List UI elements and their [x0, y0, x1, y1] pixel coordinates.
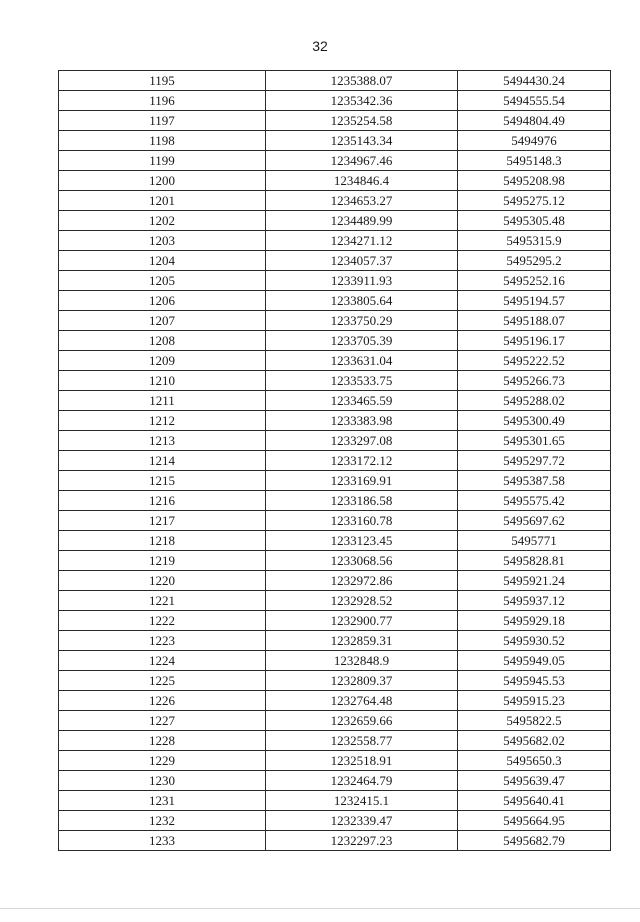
- point-number-cell: 1212: [59, 411, 266, 431]
- x-coordinate-cell: 1233750.29: [266, 311, 458, 331]
- coordinates-table-body: [59, 71, 611, 851]
- table-row: [59, 171, 611, 191]
- x-coordinate-cell: 1233123.45: [266, 531, 458, 551]
- y-coordinate-cell: 5495930.52: [458, 631, 611, 651]
- table-row: [59, 91, 611, 111]
- x-coordinate-cell: 1232297.23: [266, 831, 458, 851]
- table-row: [59, 631, 611, 651]
- x-coordinate-cell: 1234489.99: [266, 211, 458, 231]
- table-row: [59, 571, 611, 591]
- y-coordinate-cell: 5495937.12: [458, 591, 611, 611]
- table-row: [59, 591, 611, 611]
- point-number-cell: 1216: [59, 491, 266, 511]
- x-coordinate-cell: 1232809.37: [266, 671, 458, 691]
- x-coordinate-cell: 1233169.91: [266, 471, 458, 491]
- point-number-cell: 1197: [59, 111, 266, 131]
- point-number-cell: 1220: [59, 571, 266, 591]
- table-row: [59, 751, 611, 771]
- y-coordinate-cell: 5495697.62: [458, 511, 611, 531]
- point-number-cell: 1219: [59, 551, 266, 571]
- table-row: [59, 811, 611, 831]
- y-coordinate-cell: 5495196.17: [458, 331, 611, 351]
- table-row: [59, 371, 611, 391]
- table-row: [59, 331, 611, 351]
- x-coordinate-cell: 1233172.12: [266, 451, 458, 471]
- table-row: [59, 731, 611, 751]
- table-row: [59, 311, 611, 331]
- table-row: [59, 711, 611, 731]
- point-number-cell: 1233: [59, 831, 266, 851]
- table-row: [59, 71, 611, 91]
- x-coordinate-cell: 1233297.08: [266, 431, 458, 451]
- table-row: [59, 391, 611, 411]
- x-coordinate-cell: 1232558.77: [266, 731, 458, 751]
- y-coordinate-cell: 5495639.47: [458, 771, 611, 791]
- y-coordinate-cell: 5495949.05: [458, 651, 611, 671]
- point-number-cell: 1221: [59, 591, 266, 611]
- y-coordinate-cell: 5494555.54: [458, 91, 611, 111]
- y-coordinate-cell: 5495275.12: [458, 191, 611, 211]
- point-number-cell: 1215: [59, 471, 266, 491]
- y-coordinate-cell: 5495300.49: [458, 411, 611, 431]
- point-number-cell: 1225: [59, 671, 266, 691]
- table-row: [59, 551, 611, 571]
- x-coordinate-cell: 1232928.52: [266, 591, 458, 611]
- y-coordinate-cell: 5495315.9: [458, 231, 611, 251]
- y-coordinate-cell: 5495945.53: [458, 671, 611, 691]
- x-coordinate-cell: 1235342.36: [266, 91, 458, 111]
- table-row: [59, 531, 611, 551]
- y-coordinate-cell: 5495664.95: [458, 811, 611, 831]
- y-coordinate-cell: 5495266.73: [458, 371, 611, 391]
- point-number-cell: 1203: [59, 231, 266, 251]
- x-coordinate-cell: 1233160.78: [266, 511, 458, 531]
- point-number-cell: 1226: [59, 691, 266, 711]
- x-coordinate-cell: 1232900.77: [266, 611, 458, 631]
- table-row: [59, 671, 611, 691]
- y-coordinate-cell: 5495222.52: [458, 351, 611, 371]
- x-coordinate-cell: 1233705.39: [266, 331, 458, 351]
- x-coordinate-cell: 1235388.07: [266, 71, 458, 91]
- point-number-cell: 1201: [59, 191, 266, 211]
- x-coordinate-cell: 1232518.91: [266, 751, 458, 771]
- y-coordinate-cell: 5495771: [458, 531, 611, 551]
- page-bottom-rule: [0, 908, 640, 909]
- table-row: [59, 451, 611, 471]
- x-coordinate-cell: 1232464.79: [266, 771, 458, 791]
- table-row: [59, 131, 611, 151]
- point-number-cell: 1205: [59, 271, 266, 291]
- point-number-cell: 1196: [59, 91, 266, 111]
- y-coordinate-cell: 5495305.48: [458, 211, 611, 231]
- y-coordinate-cell: 5495295.2: [458, 251, 611, 271]
- y-coordinate-cell: 5495387.58: [458, 471, 611, 491]
- y-coordinate-cell: 5495297.72: [458, 451, 611, 471]
- x-coordinate-cell: 1233383.98: [266, 411, 458, 431]
- x-coordinate-cell: 1233068.56: [266, 551, 458, 571]
- point-number-cell: 1230: [59, 771, 266, 791]
- y-coordinate-cell: 5495575.42: [458, 491, 611, 511]
- table-row: [59, 431, 611, 451]
- y-coordinate-cell: 5495650.3: [458, 751, 611, 771]
- x-coordinate-cell: 1233533.75: [266, 371, 458, 391]
- point-number-cell: 1224: [59, 651, 266, 671]
- table-row: [59, 831, 611, 851]
- table-row: [59, 411, 611, 431]
- point-number-cell: 1208: [59, 331, 266, 351]
- point-number-cell: 1200: [59, 171, 266, 191]
- page-number: 32: [312, 38, 328, 54]
- point-number-cell: 1202: [59, 211, 266, 231]
- x-coordinate-cell: 1233631.04: [266, 351, 458, 371]
- point-number-cell: 1213: [59, 431, 266, 451]
- point-number-cell: 1195: [59, 71, 266, 91]
- table-row: [59, 111, 611, 131]
- table-row: [59, 511, 611, 531]
- x-coordinate-cell: 1232764.48: [266, 691, 458, 711]
- y-coordinate-cell: 5495148.3: [458, 151, 611, 171]
- y-coordinate-cell: 5495640.41: [458, 791, 611, 811]
- table-row: [59, 771, 611, 791]
- x-coordinate-cell: 1232339.47: [266, 811, 458, 831]
- table-row: [59, 791, 611, 811]
- point-number-cell: 1229: [59, 751, 266, 771]
- y-coordinate-cell: 5495194.57: [458, 291, 611, 311]
- point-number-cell: 1218: [59, 531, 266, 551]
- y-coordinate-cell: 5495822.5: [458, 711, 611, 731]
- y-coordinate-cell: 5494804.49: [458, 111, 611, 131]
- point-number-cell: 1214: [59, 451, 266, 471]
- y-coordinate-cell: 5495921.24: [458, 571, 611, 591]
- point-number-cell: 1211: [59, 391, 266, 411]
- point-number-cell: 1198: [59, 131, 266, 151]
- x-coordinate-cell: 1234967.46: [266, 151, 458, 171]
- point-number-cell: 1232: [59, 811, 266, 831]
- y-coordinate-cell: 5494976: [458, 131, 611, 151]
- table-row: [59, 691, 611, 711]
- table-row: [59, 471, 611, 491]
- coordinates-table: [58, 70, 611, 851]
- y-coordinate-cell: 5495682.02: [458, 731, 611, 751]
- table-row: [59, 191, 611, 211]
- x-coordinate-cell: 1233465.59: [266, 391, 458, 411]
- point-number-cell: 1207: [59, 311, 266, 331]
- y-coordinate-cell: 5495208.98: [458, 171, 611, 191]
- y-coordinate-cell: 5495252.16: [458, 271, 611, 291]
- x-coordinate-cell: 1234846.4: [266, 171, 458, 191]
- point-number-cell: 1217: [59, 511, 266, 531]
- x-coordinate-cell: 1233805.64: [266, 291, 458, 311]
- point-number-cell: 1206: [59, 291, 266, 311]
- point-number-cell: 1231: [59, 791, 266, 811]
- table-row: [59, 251, 611, 271]
- point-number-cell: 1222: [59, 611, 266, 631]
- x-coordinate-cell: 1232848.9: [266, 651, 458, 671]
- table-row: [59, 211, 611, 231]
- y-coordinate-cell: 5494430.24: [458, 71, 611, 91]
- y-coordinate-cell: 5495301.65: [458, 431, 611, 451]
- table-row: [59, 651, 611, 671]
- point-number-cell: 1223: [59, 631, 266, 651]
- y-coordinate-cell: 5495288.02: [458, 391, 611, 411]
- point-number-cell: 1199: [59, 151, 266, 171]
- table-row: [59, 611, 611, 631]
- x-coordinate-cell: 1233186.58: [266, 491, 458, 511]
- table-row: [59, 151, 611, 171]
- table-row: [59, 231, 611, 251]
- table-row: [59, 291, 611, 311]
- table-row: [59, 491, 611, 511]
- point-number-cell: 1210: [59, 371, 266, 391]
- table-row: [59, 271, 611, 291]
- x-coordinate-cell: 1234057.37: [266, 251, 458, 271]
- point-number-cell: 1228: [59, 731, 266, 751]
- point-number-cell: 1227: [59, 711, 266, 731]
- x-coordinate-cell: 1233911.93: [266, 271, 458, 291]
- x-coordinate-cell: 1235143.34: [266, 131, 458, 151]
- table-row: [59, 351, 611, 371]
- point-number-cell: 1209: [59, 351, 266, 371]
- x-coordinate-cell: 1235254.58: [266, 111, 458, 131]
- point-number-cell: 1204: [59, 251, 266, 271]
- y-coordinate-cell: 5495828.81: [458, 551, 611, 571]
- y-coordinate-cell: 5495915.23: [458, 691, 611, 711]
- y-coordinate-cell: 5495929.18: [458, 611, 611, 631]
- x-coordinate-cell: 1234653.27: [266, 191, 458, 211]
- y-coordinate-cell: 5495188.07: [458, 311, 611, 331]
- x-coordinate-cell: 1234271.12: [266, 231, 458, 251]
- y-coordinate-cell: 5495682.79: [458, 831, 611, 851]
- x-coordinate-cell: 1232972.86: [266, 571, 458, 591]
- x-coordinate-cell: 1232859.31: [266, 631, 458, 651]
- x-coordinate-cell: 1232659.66: [266, 711, 458, 731]
- x-coordinate-cell: 1232415.1: [266, 791, 458, 811]
